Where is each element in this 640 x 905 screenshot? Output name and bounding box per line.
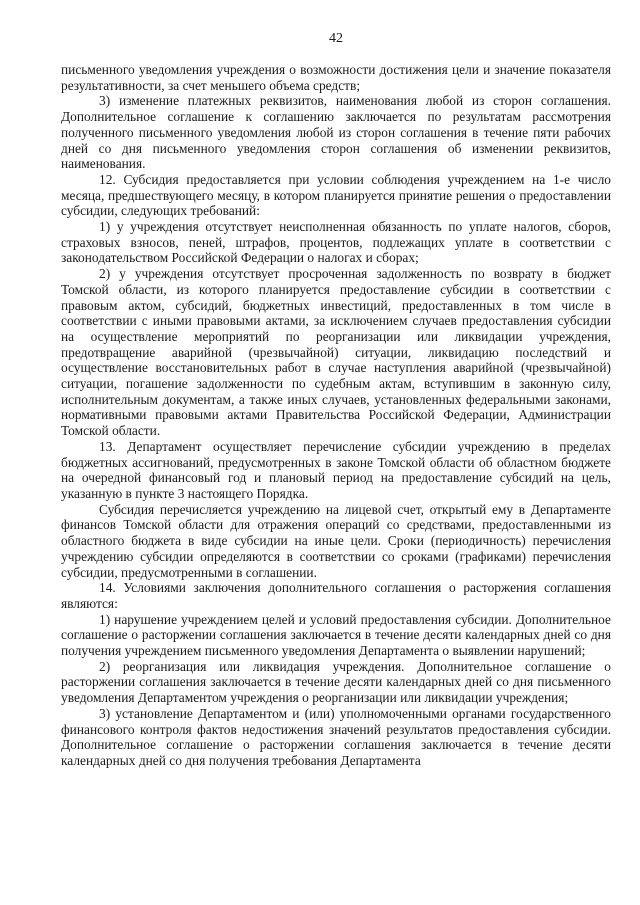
paragraph-continuation: письменного уведомления учреждения о возможности достижения цели и значение показателя результативности, за счет меньшего объема средств; bbox=[61, 62, 611, 93]
document-body bbox=[61, 62, 611, 769]
paragraph-item-2-reorganization: 2) реорганизация или ликвидация учреждения. Дополнительное соглашение о расторжении соглашения заключается в течение десяти календарных дней со дня письменного уведомления Департаментом учреждения о реорганизации или ликвидации учреждения; bbox=[61, 658, 611, 706]
paragraph-item-1-violation: 1) нарушение учреждением целей и условий предоставления субсидии. Дополнительное соглашение о расторжении соглашения заключается в течение десяти календарных дней со дня получения учреждением письменного уведомления Департамента о выявлении нарушений; bbox=[61, 611, 611, 659]
paragraph-clause-14: 14. Условиями заключения дополнительного соглашения о расторжения соглашения являются: bbox=[61, 580, 611, 611]
paragraph-subsidy-transfer: Субсидия перечисляется учреждению на лицевой счет, открытый ему в Департаменте финансов Томской области для отражения операций со средствами, предоставленными из областного бюджета в виде субсидии на иные цели. Сроки (периодичность) перечисления учреждению субсидии определяются в соответствии со сроками (графиками) перечисления субсидии, предусмотренными в соглашении. bbox=[61, 501, 611, 580]
paragraph-item-1-taxes: 1) у учреждения отсутствует неисполненная обязанность по уплате налогов, сборов, страховых взносов, пеней, штрафов, процентов, подлежащих уплате в соответствии с законодательством Российской Федерации о налогах и сборах; bbox=[61, 219, 611, 266]
paragraph-clause-13: 13. Департамент осуществляет перечисление субсидии учреждению в пределах бюджетных ассигнований, предусмотренных в законе Томской области об областном бюджете на очередной финансовый год и плановый период на предоставление субсидий на цель, указанную в пункте 3 настоящего Порядка. bbox=[61, 438, 611, 501]
paragraph-item-2-overdue-debt: 2) у учреждения отсутствует просроченная задолженность по возврату в бюджет Томской области, из которого планируется предоставление субсидии в соответствии с правовым актом, субсидий, бюджетных инвестиций, предоставленных в том числе в соответствии с иными правовыми актами, за исключением случаев предоставления субсидии на осуществление мероприятий по реорганизации или ликвидации учреждения, предотвращение аварийной (чрезвычайной) ситуации, ликвидацию последствий и осуществление восстановительных работ в случае наступления аварийной (чрезвычайной) ситуации, погашение задолженности по судебным актам, вступившим в законную силу, исполнительным документам, а также иных случаев, установленных федеральными законами, нормативными правовыми актами Правительства Российской Федерации, Администрации Томской области. bbox=[61, 266, 611, 439]
paragraph-clause-12: 12. Субсидия предоставляется при условии соблюдения учреждением на 1-е число месяца, предшествующего месяцу, в котором планируется принятие решения о предоставлении субсидии, следующих требований: bbox=[61, 171, 611, 219]
paragraph-item-3-change-requisites: 3) изменение платежных реквизитов, наименования любой из сторон соглашения. Дополнительное соглашение к соглашению заключается по результатам рассмотрения полученного письменного уведомления любой из сторон соглашения в течение пяти рабочих дней со дня письменного уведомления сторон соглашения об изменении реквизитов, наименования. bbox=[61, 93, 611, 172]
page-number: 42 bbox=[329, 31, 343, 46]
paragraph-item-3-nonachievement: 3) установление Департаментом и (или) уполномоченными органами государственного финансового контроля фактов недостижения значений результатов предоставления субсидии. Дополнительное соглашение о расторжении соглашения заключается в течение десяти календарных дней со дня получения требования Департамента bbox=[61, 705, 611, 768]
